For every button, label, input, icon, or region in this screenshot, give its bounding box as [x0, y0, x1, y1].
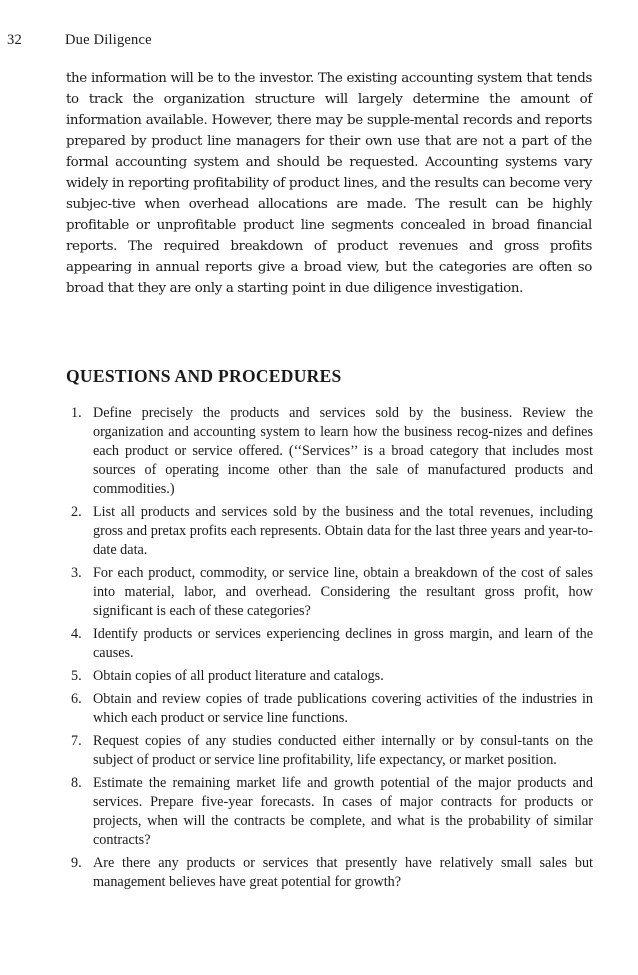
- list-item: [71, 732, 593, 770]
- list-item: [71, 564, 593, 621]
- section-heading: QUESTIONS AND PROCEDURES: [66, 366, 342, 386]
- item-number: 8.: [71, 775, 82, 791]
- item-text: For each product, commodity, or service line, obtain a breakdown of the cost of sales into material, labor, and overhead. Considering the resultant gross profit, how significant is each of these categories?: [93, 565, 593, 619]
- item-number: 3.: [71, 565, 82, 581]
- item-text: Estimate the remaining market life and growth potential of the major products and services. Prepare five-year forecasts. In cases of major contracts for products or projects, when will the contracts be complete, and what is the probability of similar contracts?: [93, 775, 593, 848]
- running-title: Due Diligence: [65, 32, 152, 48]
- item-text: Identify products or services experiencing declines in gross margin, and learn of the causes.: [93, 626, 593, 661]
- list-item: [71, 404, 593, 499]
- list-item: [71, 774, 593, 850]
- item-number: 4.: [71, 626, 82, 642]
- list-item: [71, 690, 593, 728]
- item-number: 6.: [71, 691, 82, 707]
- item-text: Obtain copies of all product literature and catalogs.: [93, 668, 384, 684]
- item-number: 5.: [71, 668, 82, 684]
- item-number: 7.: [71, 733, 82, 749]
- item-text: List all products and services sold by the business and the total revenues, including gross and pretax profits each represents. Obtain data for the last three years and year-to-date data.: [93, 504, 593, 558]
- list-item: [71, 854, 593, 892]
- body-paragraph: the information will be to the investor. The existing accounting system that tends to track the organization structure will largely determine the amount of information available. However, there may be supple-mental records and reports prepared by product line managers for their own use that are not a part of the formal accounting system and should be requested. Accounting systems vary widely in reporting profitability of product lines, and the results can become very subjec-tive when overhead allocations are made. The result can be highly profitable or unprofitable product line segments concealed in broad financial reports. The required breakdown of product revenues and gross profits appearing in annual reports give a broad view, but the categories are often so broad that they are only a starting point in due diligence investigation.: [66, 71, 592, 296]
- item-text: Are there any products or services that presently have relatively small sales but management believes have great potential for growth?: [93, 855, 593, 890]
- list-item: [71, 625, 593, 663]
- list-item: [71, 667, 593, 686]
- list-item: [71, 503, 593, 560]
- item-text: Obtain and review copies of trade publications covering activities of the industries in which each product or service line functions.: [93, 691, 593, 726]
- item-text: Request copies of any studies conducted either internally or by consul-tants on the subject of product or service line profitability, life expectancy, or market position.: [93, 733, 593, 768]
- procedures-list: [71, 404, 593, 896]
- running-head: [7, 32, 152, 49]
- item-number: 2.: [71, 504, 82, 520]
- item-number: 1.: [71, 405, 82, 421]
- page-number: 32: [7, 32, 22, 48]
- item-number: 9.: [71, 855, 82, 871]
- item-text: Define precisely the products and services sold by the business. Review the organization and accounting system to learn how the business recog-nizes and defines each product or service offered. (‘‘Services’’ is a broad category that includes most sources of operating income other than the sale of manufactured products and commodities.): [93, 405, 593, 497]
